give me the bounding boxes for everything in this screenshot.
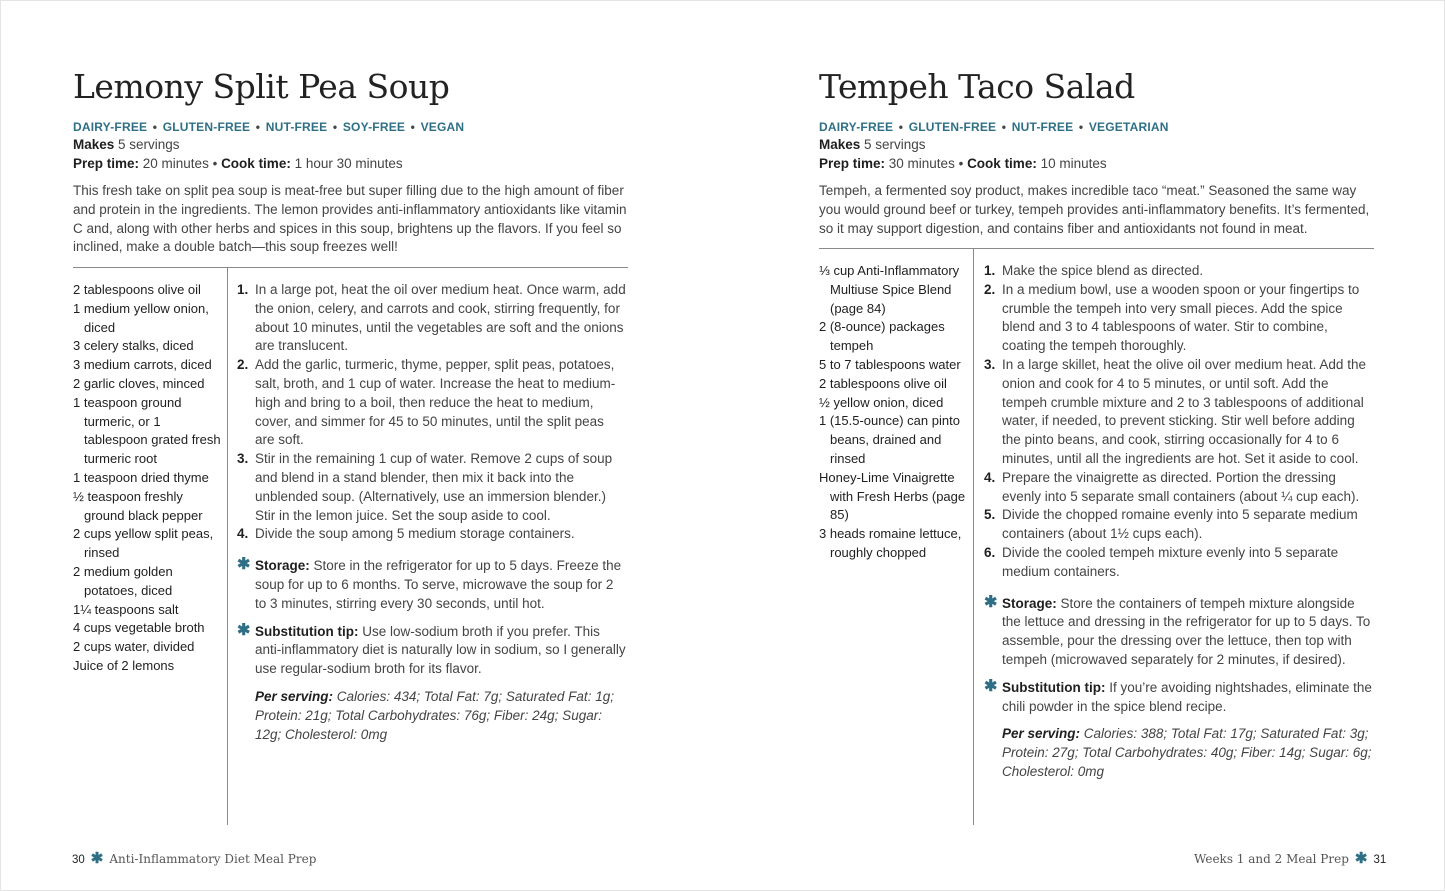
diet-tag: NUT-FREE <box>1011 120 1074 134</box>
instruction-step: 5. Divide the chopped romaine evenly into 5 separate medium containers (about 1½ cups each). <box>984 507 1358 542</box>
ingredient-item: 2 (8-ounce) packages tempeh <box>819 319 945 354</box>
ingredient-item: 2 cups water, divided <box>73 639 195 655</box>
instruction-list <box>984 262 1374 782</box>
running-head: Weeks 1 and 2 Meal Prep <box>1194 852 1349 866</box>
asterisk-icon: ✱ <box>1354 850 1368 867</box>
page-number: 31 <box>1373 854 1387 866</box>
ingredient-item: 1¼ teaspoons salt <box>73 601 179 617</box>
ingredient-item: Juice of 2 lemons <box>73 657 175 673</box>
diet-tags: DAIRY-FREE • GLUTEN-FREE • NUT-FREE • VEGETARIAN <box>819 120 1169 134</box>
right-page <box>819 1 1374 891</box>
ingredient-item: 3 celery stalks, diced <box>73 338 194 354</box>
divider-rule <box>73 267 628 268</box>
ingredient-item: 4 cups vegetable broth <box>73 620 205 636</box>
ingredient-item: 2 cups yellow split peas, rinsed <box>73 526 214 561</box>
ingredient-item: 2 tablespoons olive oil <box>73 282 201 297</box>
time-line: Prep time: 30 minutes • Cook time: 10 minutes <box>819 156 1107 171</box>
servings-line: Makes 5 servings <box>73 137 180 152</box>
diet-tag: DAIRY-FREE <box>73 120 148 134</box>
storage-note: ✱ Storage: Store in the refrigerator for up to 5 days. Freeze the soup for up to 6 months. To serve, microwave the soup for 2 to 3 minutes, stirring every 30 seconds, until hot. <box>237 556 622 611</box>
instruction-step: 2. Add the garlic, turmeric, thyme, pepper, split peas, potatoes, salt, broth, and 1 cup of water. Increase the heat to medium-high and bring to a boil, then reduce the heat to medium, cover, and simmer for 45 to 50 minutes, until the split peas are soft. <box>237 357 616 448</box>
ingredient-item: 2 garlic cloves, minced <box>73 375 205 391</box>
running-head: Anti-Inflammatory Diet Meal Prep <box>109 852 317 866</box>
diet-tag: VEGETARIAN <box>1088 120 1169 134</box>
left-footer <box>72 849 316 867</box>
recipe-intro: Tempeh, a fermented soy product, makes incredible taco “meat.” Seasoned the same way you would ground beef or turkey, tempeh provides anti-inflammatory benefits. It’s fermented, so it may support digestion, and contains fiber and antioxidants not found in meat. <box>819 183 1370 236</box>
instruction-step: 4. Divide the soup among 5 medium storage containers. <box>237 526 575 542</box>
instruction-step: 4. Prepare the vinaigrette as directed. Portion the dressing evenly into 5 separate small containers (about ¼ cup each). <box>984 469 1360 504</box>
substitution-note: ✱ Substitution tip: Use low-sodium broth if you prefer. This anti-inflammatory diet is naturally low in sodium, so I generally use regular-sodium broth for its flavor. <box>237 621 626 677</box>
asterisk-icon: ✱ <box>237 556 251 574</box>
ingredient-item: 3 medium carrots, diced <box>73 357 212 373</box>
instruction-step: 6. Divide the cooled tempeh mixture evenly into 5 separate medium containers. <box>984 544 1339 579</box>
ingredient-item: 5 to 7 tablespoons water <box>819 356 961 372</box>
ingredient-item: 1 teaspoon dried thyme <box>73 469 209 485</box>
ingredient-item: 1 (15.5-ounce) can pinto beans, drained and rinsed <box>819 413 960 466</box>
ingredient-item: Honey-Lime Vinaigrette with Fresh Herbs (page 85) <box>819 469 966 523</box>
ingredient-item: ½ yellow onion, diced <box>819 394 944 410</box>
diet-tag: SOY-FREE <box>342 120 406 134</box>
diet-tag: GLUTEN-FREE <box>162 120 251 134</box>
diet-tags: DAIRY-FREE • GLUTEN-FREE • NUT-FREE • SOY-FREE • VEGAN <box>73 120 465 134</box>
left-page <box>73 1 628 891</box>
ingredient-item: 1 teaspoon ground turmeric, or 1 tablespoon grated fresh turmeric root <box>73 394 221 467</box>
diet-tag: NUT-FREE <box>265 120 328 134</box>
ingredient-item: ½ teaspoon freshly ground black pepper <box>73 488 203 523</box>
ingredient-item: 3 heads romaine lettuce, roughly chopped <box>819 526 962 560</box>
ingredient-list <box>819 262 969 563</box>
ingredient-item: 2 tablespoons olive oil <box>819 375 947 391</box>
asterisk-icon: ✱ <box>90 850 104 867</box>
recipe-intro: This fresh take on split pea soup is meat-free but super filling due to the high amount of fiber and protein in the ingredients. The lemon provides anti-inflammatory antioxidants like vitamin C and, along with other herbs and spices in this soup, brightens up the flavors. If you feel so inclined, make a double batch—this soup freezes well! <box>73 183 627 255</box>
column-rule <box>227 268 228 825</box>
column-rule <box>973 249 974 825</box>
time-line: Prep time: 20 minutes • Cook time: 1 hour 30 minutes <box>73 156 403 171</box>
ingredient-item: 1 medium yellow onion, diced <box>73 300 209 335</box>
right-footer <box>1194 849 1386 867</box>
ingredient-item: 2 medium golden potatoes, diced <box>73 563 173 598</box>
recipe-title: Tempeh Taco Salad <box>819 67 1135 106</box>
ingredient-item: ⅓ cup Anti-Inflammatory Multiuse Spice Blend (page 84) <box>819 263 960 316</box>
ingredient-list <box>73 281 223 676</box>
recipe-title: Lemony Split Pea Soup <box>73 67 450 106</box>
asterisk-icon: ✱ <box>984 593 998 611</box>
instruction-step: 1. In a large pot, heat the oil over medium heat. Once warm, add the onion, celery, and carrots and cook, stirring frequently, for about 10 minutes, until the vegetables are soft and the onions are translucent. <box>237 282 626 354</box>
instruction-list <box>237 281 627 744</box>
instruction-step: 3. In a large skillet, heat the olive oil over medium heat. Add the onion and cook for 4 to 5 minutes, or until soft. Add the tempeh crumble mixture and 2 to 3 tablespoons of additional water, if needed, to prevent sticking. Stir well before adding the pinto beans, and cook, stirring occasionally for 4 to 6 minutes, until all the ingredients are hot. Set it aside to cool. <box>984 356 1366 466</box>
instruction-step: 3. Stir in the remaining 1 cup of water. Remove 2 cups of soup and blend in a stand blender, then mix it back into the unblended soup. (Alternatively, use an immersion blender.) Stir in the lemon juice. Set the soup aside to cool. <box>237 451 613 523</box>
storage-note: ✱ Storage: Store the containers of tempeh mixture alongside the lettuce and dressing in the refrigerator for up to 5 days. To assemble, pour the dressing over the lettuce, then top with tempeh (microwaved separately for 2 minutes, if desired). <box>984 593 1371 667</box>
page-number: 30 <box>72 854 85 866</box>
nutrition-info: Per serving: Calories: 388; Total Fat: 17g; Saturated Fat: 3g; Protein: 27g; Total Carbohydrates: 40g; Fiber: 14g; Sugar: 6g; Cholesterol: 0mg <box>1002 726 1372 779</box>
diet-tag: GLUTEN-FREE <box>908 120 997 134</box>
diet-tag: VEGAN <box>420 120 465 134</box>
diet-tag: DAIRY-FREE <box>819 120 894 134</box>
asterisk-icon: ✱ <box>984 677 998 695</box>
substitution-note: ✱ Substitution tip: If you’re avoiding nightshades, eliminate the chili powder in the spice blend recipe. <box>984 677 1372 714</box>
divider-rule <box>819 248 1374 249</box>
nutrition-info: Per serving: Calories: 434; Total Fat: 7g; Saturated Fat: 1g; Protein: 21g; Total Carbohydrates: 76g; Fiber: 24g; Sugar: 12g; Cholesterol: 0mg <box>255 688 614 742</box>
asterisk-icon: ✱ <box>237 621 251 639</box>
servings-line: Makes 5 servings <box>819 137 926 152</box>
instruction-step: 1. Make the spice blend as directed. <box>984 263 1204 278</box>
instruction-step: 2. In a medium bowl, use a wooden spoon or your fingertips to crumble the tempeh into very small pieces. Add the spice blend and 3 to 4 tablespoons of water. Stir to combine, coating the tempeh thoroughly. <box>984 281 1360 354</box>
